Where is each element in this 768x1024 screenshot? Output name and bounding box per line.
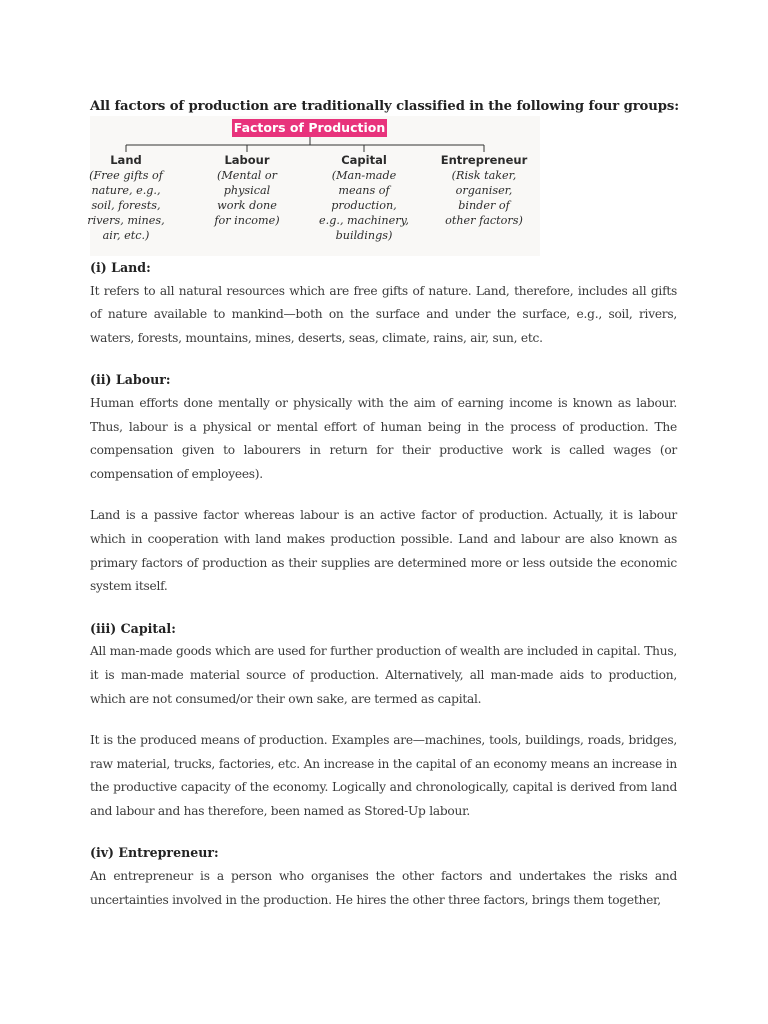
intro-text: All factors of production are traditionally classified in the following four groups: (90, 99, 679, 114)
capital-paragraph-1: All man-made goods which are used for further production of wealth are included in capital. Thus, it is man-made material source of production. Alternatively, all man-made aids to production, which are not consumed/or their own sake, are termed as capital. (90, 644, 677, 706)
column-capital-name: Capital (341, 153, 387, 167)
column-land (76, 152, 176, 243)
column-labour-desc: (Mental or physical work done for income) (214, 169, 280, 227)
column-land-desc: (Free gifts of nature, e.g., soil, forests, rivers, mines, air, etc.) (87, 169, 165, 242)
column-land-name: Land (110, 153, 142, 167)
land-paragraph: It refers to all natural resources which are free gifts of nature. Land, therefore, includes all gifts of nature available to mankind—both on the surface and under the surface, e.g., soil, rivers, waters, forests, mountains, mines, deserts, seas, climate, rains, air, sun, etc. (90, 283, 677, 345)
entrepreneur-paragraph: An entrepreneur is a person who organises the other factors and undertakes the risks and uncertainties involved in the production. He hires the other three factors, brings them together, (90, 869, 677, 907)
column-labour (197, 152, 297, 228)
column-entrepreneur (429, 152, 539, 228)
column-entrepreneur-desc: (Risk taker, organiser, binder of other factors) (445, 169, 523, 227)
column-capital-desc: (Man-made means of production, e.g., machinery, buildings) (319, 169, 409, 242)
labour-paragraph-2: Land is a passive factor whereas labour is an active factor of production. Actually, it is labour which in cooperation with land makes production possible. Land and labour are also known as primary factors of production as their supplies are determined more or less outside the economic system itself. (90, 508, 677, 594)
section-heading-capital: (iii) Capital: (90, 620, 176, 636)
section-heading-labour: (ii) Labour: (90, 372, 171, 388)
capital-paragraph-2: It is the produced means of production. Examples are—machines, tools, buildings, roads, bridges, raw material, trucks, factories, etc. An increase in the capital of an economy means an increase in the productive capacity of the economy. Logically and chronologically, capital is derived from land and labour and has therefore, been named as Stored-Up labour. (90, 733, 677, 818)
factors-diagram (87, 116, 540, 256)
labour-paragraph-1: Human efforts done mentally or physically with the aim of earning income is known as labour. Thus, labour is a physical or mental effort of human being in the process of production. The compensation given to labourers in return for their productive work is called wages (or compensation of employees). (90, 395, 677, 481)
column-labour-name: Labour (224, 153, 270, 167)
article-body (90, 256, 677, 912)
column-capital (309, 152, 419, 243)
column-entrepreneur-name: Entrepreneur (440, 153, 528, 167)
section-heading-entrepreneur: (iv) Entrepreneur: (90, 845, 219, 861)
diagram-title: Factors of Production (233, 120, 386, 135)
section-heading-land: (i) Land: (90, 260, 151, 275)
